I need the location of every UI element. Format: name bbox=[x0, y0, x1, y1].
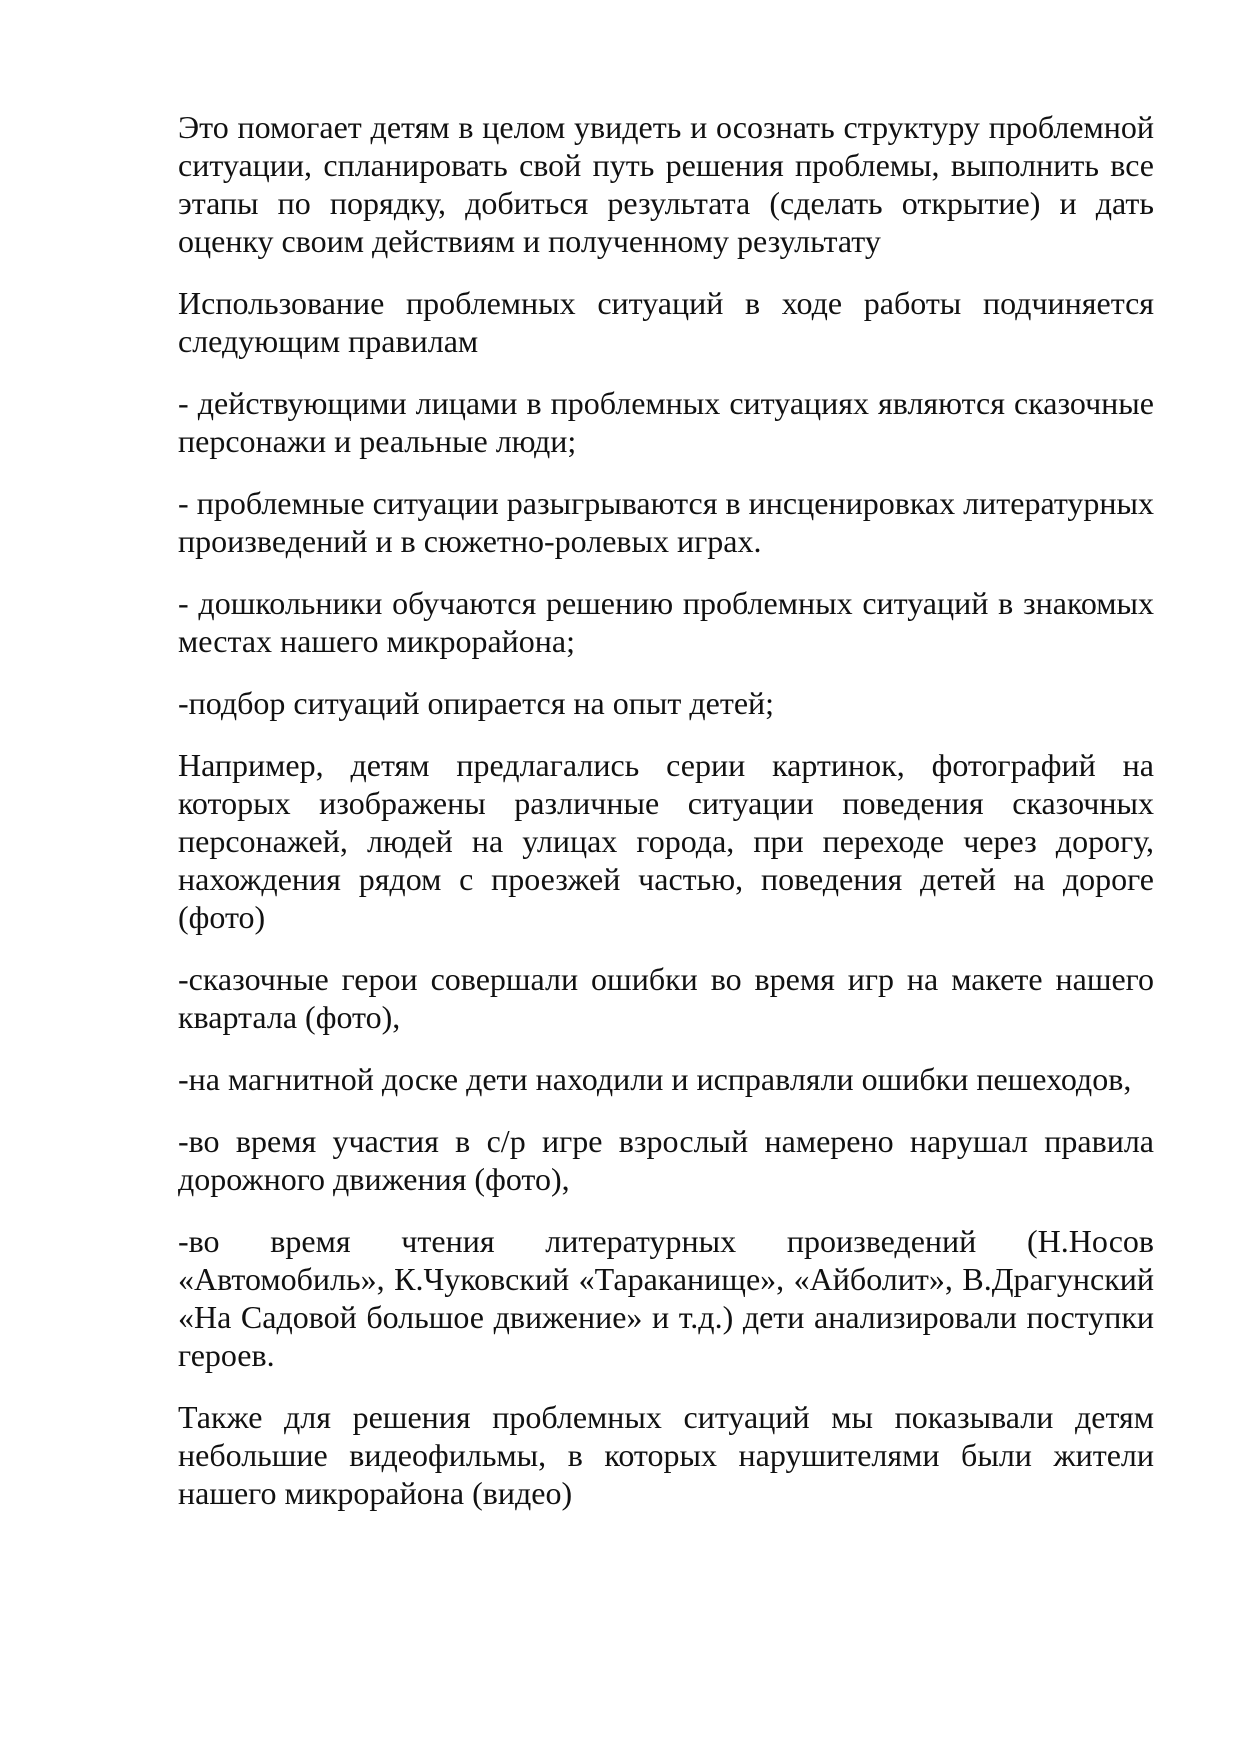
paragraph-videos: Также для решения проблемных ситуаций мы показывали детям небольшие видеофильмы, в которых нарушителями были жители нашего микрорайона (видео) bbox=[178, 1399, 1154, 1511]
paragraph-example-pictures: Например, детям предлагались серии картинок, фотографий на которых изображены различные ситуации поведения сказочных персонажей, людей на улицах города, при переходе через дорогу, нахождения рядом с проезжей частью, поведения детей на дороге (фото) bbox=[178, 747, 1154, 935]
paragraph-structure: Это помогает детям в целом увидеть и осознать структуру проблемной ситуации, спланировать свой путь решения проблемы, выполнить все этапы по порядку, добиться результата (сделать открытие) и дать оценку своим действиям и полученному результату bbox=[178, 109, 1154, 259]
paragraph-rule-experience: -подбор ситуаций опирается на опыт детей; bbox=[178, 685, 775, 721]
document-body bbox=[178, 108, 1154, 1512]
paragraph-example-reading: -во время чтения литературных произведений (Н.Носов «Автомобиль», К.Чуковский «Тараканище», «Айболит», В.Драгунский «На Садовой большое движение» и т.д.) дети анализировали поступки героев. bbox=[178, 1223, 1154, 1373]
paragraph-rules-intro: Использование проблемных ситуаций в ходе работы подчиняется следующим правилам bbox=[178, 285, 1154, 359]
paragraph-rule-staging: - проблемные ситуации разыгрываются в инсценировках литературных произведений и в сюжетно-ролевых играх. bbox=[178, 485, 1154, 559]
paragraph-example-magnet-board: -на магнитной доске дети находили и исправляли ошибки пешеходов, bbox=[178, 1061, 1132, 1097]
paragraph-example-model: -сказочные герои совершали ошибки во время игр на макете нашего квартала (фото), bbox=[178, 961, 1154, 1035]
paragraph-example-role-play: -во время участия в с/р игре взрослый намерено нарушал правила дорожного движения (фото), bbox=[178, 1123, 1154, 1197]
paragraph-rule-places: - дошкольники обучаются решению проблемных ситуаций в знакомых местах нашего микрорайона; bbox=[178, 585, 1154, 659]
paragraph-rule-characters: - действующими лицами в проблемных ситуациях являются сказочные персонажи и реальные люди; bbox=[178, 385, 1154, 459]
